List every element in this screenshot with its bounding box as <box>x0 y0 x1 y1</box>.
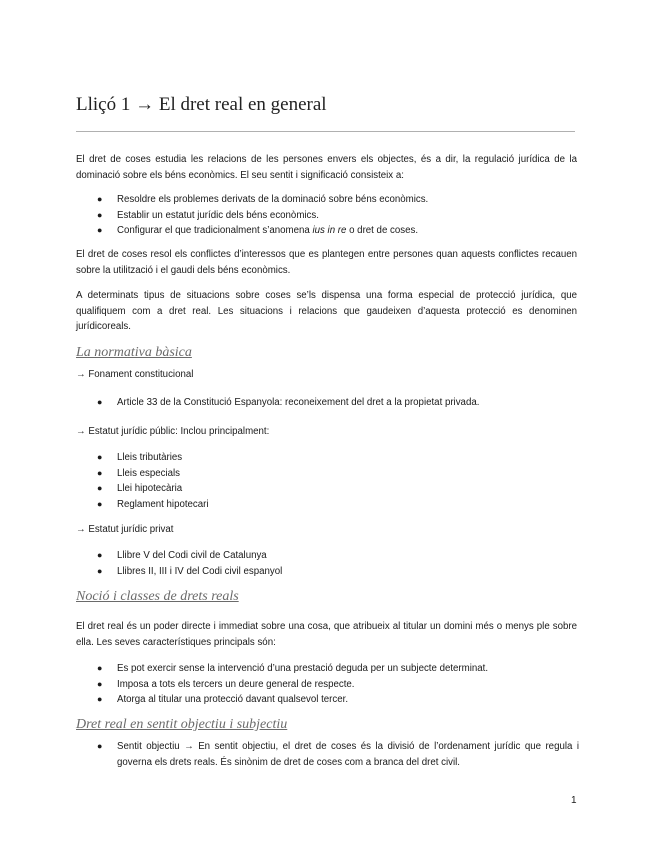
bullet-icon: ● <box>97 225 103 235</box>
protection-paragraph: A determinats tipus de situacions sobre coses se’ls dispensa una forma especial de protecció jurídica, que qualifiquem com a dret real. Les situacions i relacions que gaudeixen d’aquesta protecció es denominen jurídicoreals. <box>76 290 577 332</box>
bullet-icon: ● <box>97 194 103 204</box>
bullet-icon: ● <box>97 741 103 751</box>
intro-paragraph: El dret de coses estudia les relacions de les persones envers els objectes, és a dir, la regulació jurídica de la dominació sobre els béns econòmics. El seu sentit i significació consisteix a: <box>76 154 577 181</box>
public-statute-label: → Estatut jurídic públic: Inclou principalment: <box>76 426 270 437</box>
bullet-icon: ● <box>97 397 103 407</box>
section-heading-sentit: Dret real en sentit objectiu i subjectiu <box>76 717 288 732</box>
nocio-characteristics-list <box>76 661 579 708</box>
bullet-icon: ● <box>97 565 103 576</box>
bullet-icon: ● <box>97 467 103 478</box>
section-heading-normativa: La normativa bàsica <box>76 345 192 360</box>
fonament-list <box>76 395 579 411</box>
public-statute-list <box>76 450 579 512</box>
list-item: ● Sentit objectiu → En sentit objectiu, el dret de coses és la divisió de l’ordenament jurídic que regula i governa els drets reals. És sinònim de dret de coses com a branca del dret civil. <box>97 741 579 768</box>
list-item: ● Configurar el que tradicionalment s’anomena ius in re o dret de coses. <box>76 223 579 239</box>
page-number: 1 <box>571 795 577 806</box>
list-item: ● Lleis especials <box>76 466 579 482</box>
section-heading-nocio: Noció i classes de drets reals <box>76 589 239 604</box>
list-item: ● Resoldre els problemes derivats de la dominació sobre béns econòmics. <box>76 192 579 208</box>
list-item: ● Imposa a tots els tercers un deure general de respecte. <box>76 677 579 693</box>
list-item: ● Reglament hipotecari <box>76 497 579 513</box>
italic-term: ius in re <box>312 225 347 236</box>
private-statute-list <box>76 548 579 579</box>
bullet-icon: ● <box>97 678 103 689</box>
list-item: ● Atorga al titular una protecció davant qualsevol tercer. <box>76 692 579 708</box>
list-item: ● Es pot exercir sense la intervenció d’una prestació deguda per un subjecte determinat. <box>76 661 579 677</box>
list-item: ● Article 33 de la Constitució Espanyola: reconeixement del dret a la propietat privada. <box>76 395 579 411</box>
bullet-icon: ● <box>97 498 103 509</box>
bullet-icon: ● <box>97 483 103 493</box>
private-statute-label: → Estatut jurídic privat <box>76 524 174 535</box>
nocio-paragraph: El dret real és un poder directe i immediat sobre una cosa, que atribueix al titular un domini més o menys ple sobre ella. Les seves característiques principals són: <box>76 621 577 648</box>
fonament-label: → Fonament constitucional <box>76 369 194 380</box>
bullet-icon: ● <box>97 663 103 673</box>
list-item: ● Establir un estatut jurídic dels béns econòmics. <box>76 208 579 224</box>
conflicts-paragraph: El dret de coses resol els conflictes d’interessos que es plantegen entre persones quan aquests conflictes recauen sobre la utilització i el gaudi dels béns econòmics. <box>76 249 577 276</box>
bullet-icon: ● <box>97 452 103 462</box>
list-item: ● Llei hipotecària <box>76 481 579 497</box>
list-item: ● Llibre V del Codi civil de Catalunya <box>76 548 579 564</box>
page-title: Lliçó 1 → El dret real en general <box>76 94 327 115</box>
bullet-icon: ● <box>97 550 103 560</box>
bullet-icon: ● <box>97 209 103 220</box>
sentit-list <box>76 739 579 770</box>
list-item: ● Llibres II, III i IV del Codi civil espanyol <box>76 564 579 580</box>
title-divider <box>76 131 575 132</box>
list-item: ● Lleis tributàries <box>76 450 579 466</box>
bullet-icon: ● <box>97 694 103 704</box>
intro-bullet-list <box>76 192 579 239</box>
